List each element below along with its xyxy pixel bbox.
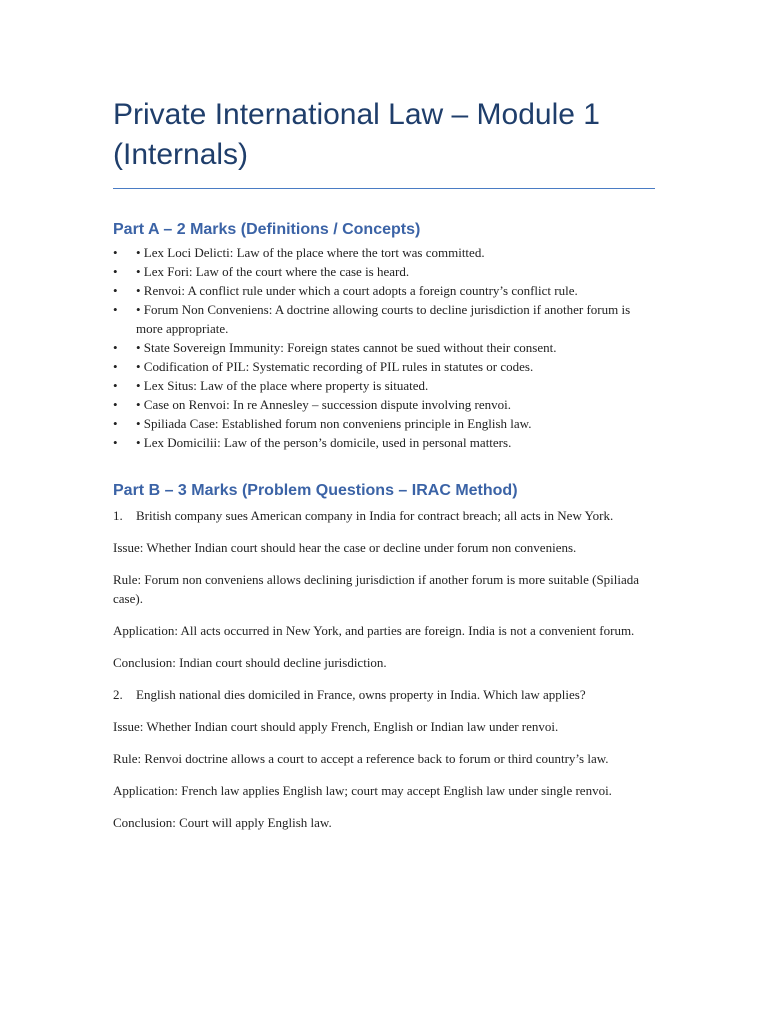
list-item-text: • Codification of PIL: Systematic recording of PIL rules in statutes or codes.: [136, 359, 534, 374]
list-item-text: • Forum Non Conveniens: A doctrine allowing courts to decline jurisdiction if another forum is more appropriate.: [136, 302, 631, 336]
document-title: Private International Law – Module 1 (Internals): [113, 98, 600, 171]
list-item: [113, 243, 655, 262]
q2-conclusion: Conclusion: Court will apply English law.: [113, 815, 332, 830]
q1-application: Application: All acts occurred in New York, and parties are foreign. India is not a convenient forum.: [113, 623, 635, 638]
bullet-icon: •: [113, 245, 118, 260]
q2-rule: Rule: Renvoi doctrine allows a court to accept a reference back to forum or third country’s law.: [113, 751, 609, 766]
q2-issue: Issue: Whether Indian court should apply French, English or Indian law under renvoi.: [113, 719, 559, 734]
list-item-text: • Lex Fori: Law of the court where the case is heard.: [136, 264, 410, 279]
question-2: [113, 685, 655, 704]
bullet-icon: •: [113, 264, 118, 279]
list-item: [113, 357, 655, 376]
question-number: 1.: [113, 508, 123, 523]
part-a-heading: Part A – 2 Marks (Definitions / Concepts): [113, 221, 421, 238]
list-item: [113, 338, 655, 357]
q1-issue: Issue: Whether Indian court should hear the case or decline under forum non conveniens.: [113, 540, 577, 555]
list-item: [113, 376, 655, 395]
list-item-text: • Renvoi: A conflict rule under which a court adopts a foreign country’s conflict rule.: [136, 283, 578, 298]
list-item-text: • Case on Renvoi: In re Annesley – succession dispute involving renvoi.: [136, 397, 511, 412]
bullet-icon: •: [113, 435, 118, 450]
bullet-icon: •: [113, 302, 118, 317]
bullet-icon: •: [113, 340, 118, 355]
question-text: English national dies domiciled in France, owns property in India. Which law applies?: [136, 687, 586, 702]
question-number: 2.: [113, 687, 123, 702]
list-item: [113, 281, 655, 300]
list-item-text: • State Sovereign Immunity: Foreign states cannot be sued without their consent.: [136, 340, 557, 355]
list-item-text: • Lex Loci Delicti: Law of the place where the tort was committed.: [136, 245, 485, 260]
q1-rule: Rule: Forum non conveniens allows declining jurisdiction if another forum is more suitable (Spiliada case).: [113, 572, 640, 606]
question-1: [113, 506, 655, 525]
list-item: [113, 262, 655, 281]
list-item: [113, 433, 655, 452]
bullet-icon: •: [113, 283, 118, 298]
q1-conclusion: Conclusion: Indian court should decline jurisdiction.: [113, 655, 387, 670]
q2-application: Application: French law applies English law; court may accept English law under single renvoi.: [113, 783, 612, 798]
part-b-heading: Part B – 3 Marks (Problem Questions – IRAC Method): [113, 482, 518, 499]
document-page: [113, 95, 655, 832]
title-underline: [113, 188, 655, 189]
list-item: [113, 300, 655, 338]
bullet-icon: •: [113, 359, 118, 374]
bullet-icon: •: [113, 397, 118, 412]
part-a-list: [113, 243, 655, 452]
list-item-text: • Lex Domicilii: Law of the person’s domicile, used in personal matters.: [136, 435, 512, 450]
bullet-icon: •: [113, 416, 118, 431]
question-text: British company sues American company in India for contract breach; all acts in New York.: [136, 508, 614, 523]
list-item-text: • Spiliada Case: Established forum non conveniens principle in English law.: [136, 416, 532, 431]
list-item: [113, 395, 655, 414]
bullet-icon: •: [113, 378, 118, 393]
list-item-text: • Lex Situs: Law of the place where property is situated.: [136, 378, 429, 393]
list-item: [113, 414, 655, 433]
